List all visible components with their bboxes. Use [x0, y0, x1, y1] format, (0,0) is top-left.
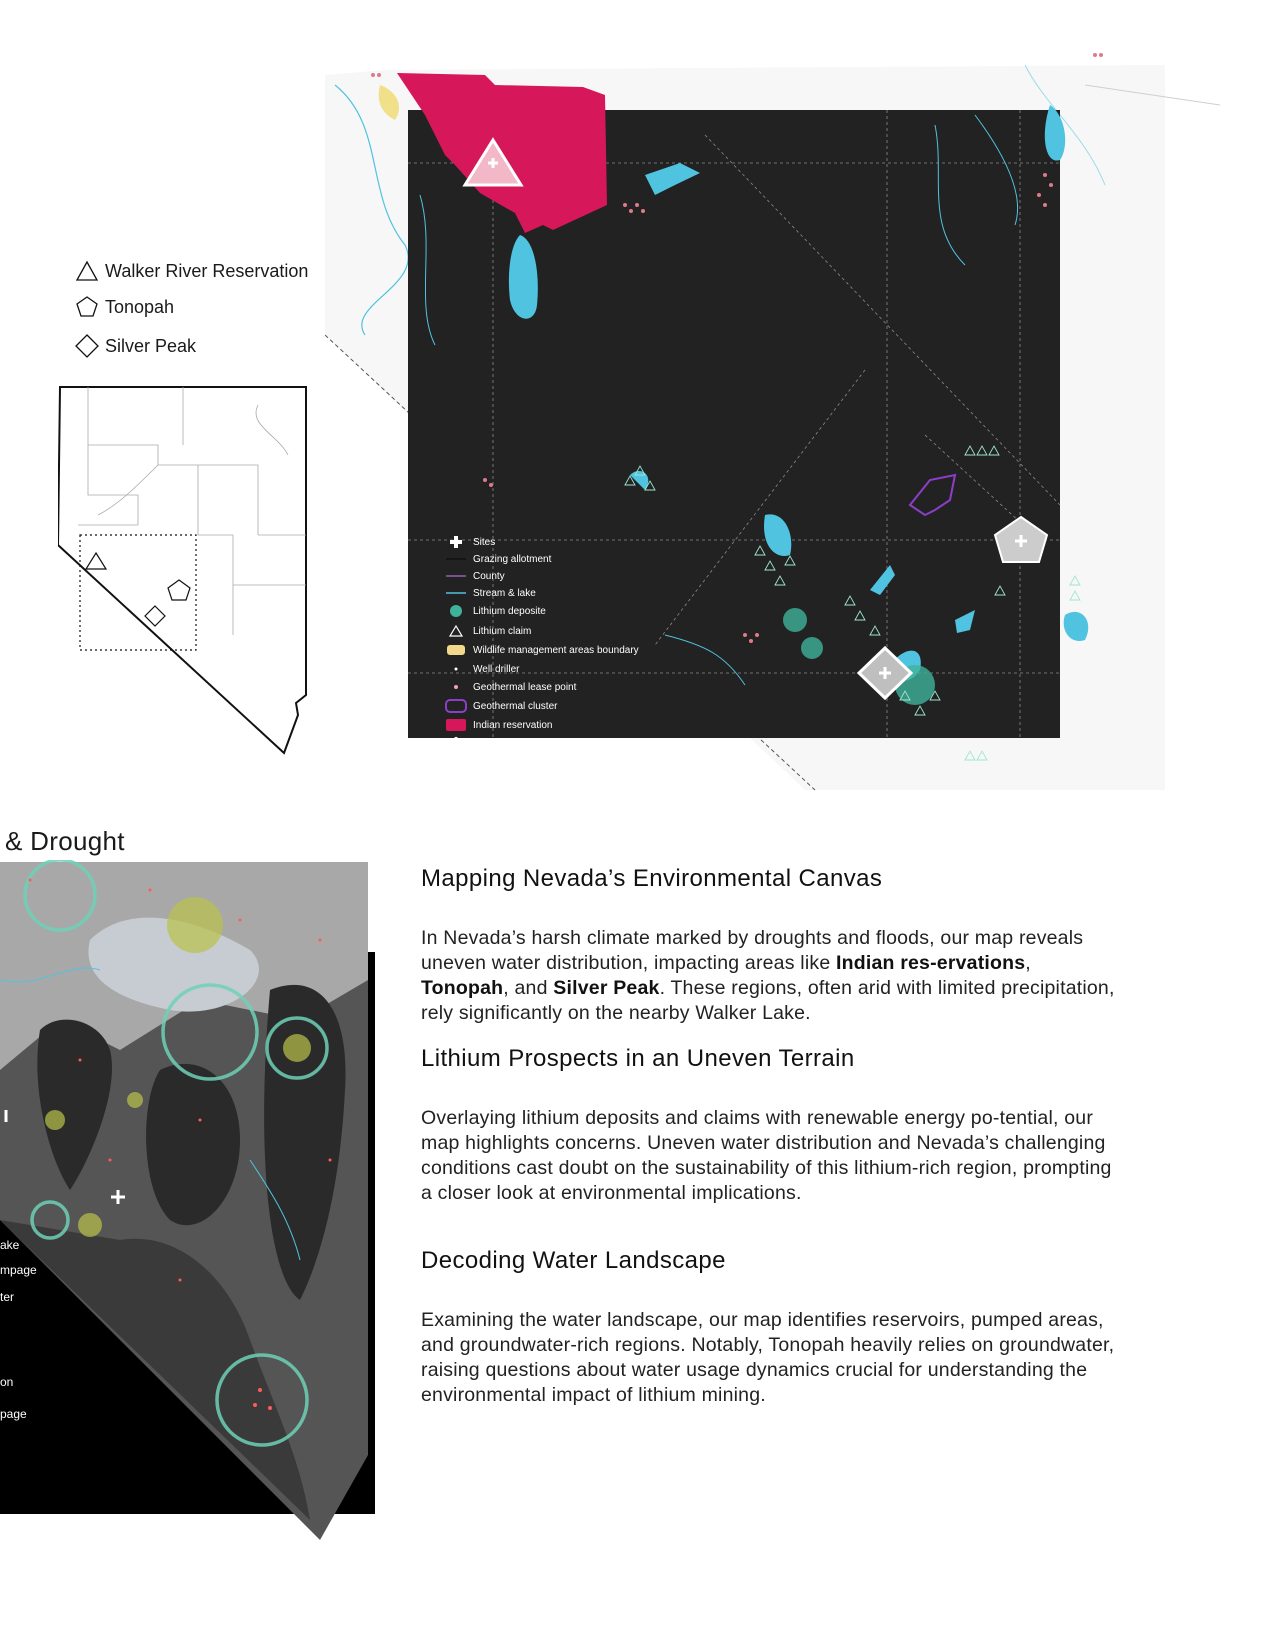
- legend-label: Stream & lake: [473, 587, 536, 599]
- triangle-outline-icon: [449, 624, 463, 638]
- legend-label: Well driller: [473, 663, 520, 675]
- nevada-inset-map: [58, 385, 323, 770]
- legend-label: Walker River Reservation: [105, 260, 309, 281]
- legend-label: Crucial habitat: [473, 737, 537, 749]
- blue-line-icon: [446, 586, 466, 600]
- hexagon-outline-icon: [449, 736, 463, 750]
- legend-fragment: ake: [0, 1238, 20, 1252]
- legend-label: Lithium claim: [473, 625, 532, 637]
- legend-item: [445, 624, 531, 638]
- section-body: Examining the water landscape, our map identifies reservoirs, pumped areas, and groundwater-rich regions. Notably, Tonopah heavily relies on groundwater, raising questions about water usage dynamics crucial for understanding the environmental impact of lithium mining.: [421, 1309, 1115, 1406]
- pentagon-icon: [75, 295, 99, 319]
- section-body: Overlaying lithium deposits and claims with renewable energy po-tential, our map highlights concerns. Uneven water distribution and Nevada’s challenging conditions cast doubt on the sustainability of this lithium-rich region, prompting a closer look at environmental implications.: [421, 1107, 1112, 1204]
- legend-fragment: page: [0, 1407, 27, 1421]
- legend-item: [445, 718, 553, 732]
- legend-label: County: [473, 570, 505, 582]
- bold-term: Silver Peak: [553, 977, 660, 999]
- drought-map: [0, 860, 375, 1540]
- legend-item: [445, 535, 495, 549]
- legend-label: Geothermal lease point: [473, 681, 577, 693]
- teal-circle-icon: [449, 604, 463, 618]
- bold-term: Tonopah: [421, 977, 504, 999]
- legend-item: [445, 586, 536, 600]
- diamond-icon: [75, 333, 99, 359]
- legend-item: [445, 699, 557, 713]
- yellow-box-icon: [446, 644, 466, 656]
- section-heading: Mapping Nevada’s Environmental Canvas: [421, 865, 883, 892]
- legend-label: Wildlife management areas boundary: [473, 644, 639, 656]
- bold-term: Indian res-ervations: [835, 952, 1026, 974]
- body-text: . These regions, often arid with limited precipitation, rely significantly on the nearby Walker Lake.: [421, 977, 1115, 1024]
- magenta-box-icon: [445, 718, 467, 732]
- legend-label: Sites: [473, 536, 496, 548]
- triangle-icon: [75, 260, 99, 282]
- legend-row-tonopah: [75, 295, 174, 319]
- legend-label: Indian reservation: [473, 719, 553, 731]
- section-body: [421, 926, 1121, 1026]
- legend-label: Lithium deposite: [473, 605, 546, 617]
- legend-label: Silver Peak: [105, 335, 197, 356]
- legend-item: [445, 736, 537, 750]
- section-heading: Decoding Water Landscape: [421, 1247, 726, 1274]
- section-title: & Drought: [5, 826, 125, 856]
- legend-item: [445, 604, 546, 618]
- purple-line-icon: [446, 569, 466, 583]
- pink-dot-icon: [449, 680, 463, 694]
- legend-fragment: ter: [0, 1290, 15, 1304]
- legend-label: Geothermal cluster: [473, 700, 558, 712]
- legend-label: Tonopah: [105, 296, 175, 317]
- legend-item: [445, 680, 576, 694]
- legend-row-walker: [75, 260, 308, 282]
- section-mapping: [421, 865, 1121, 1026]
- cross-icon: [449, 535, 463, 549]
- legend-fragment: mpage: [0, 1263, 37, 1277]
- purple-outline-box-icon: [445, 699, 467, 713]
- legend-fragment: on: [0, 1375, 14, 1389]
- body-text: , and: [503, 977, 554, 999]
- dark-line-icon: [446, 552, 466, 566]
- legend-item: [445, 643, 639, 657]
- body-text: In Nevada’s harsh climate marked by droughts and floods, our map reveals uneven water distribution, impacting areas like: [421, 927, 1084, 974]
- legend-item: [445, 569, 505, 583]
- section-water: [421, 1247, 1121, 1408]
- section-heading: Lithium Prospects in an Uneven Terrain: [421, 1045, 855, 1072]
- legend-item: [445, 662, 520, 676]
- section-lithium: [421, 1045, 1121, 1206]
- legend-row-silver-peak: [75, 333, 196, 359]
- legend-item: [445, 552, 551, 566]
- legend-label: Grazing allotment: [473, 553, 552, 565]
- small-dot-icon: [449, 662, 463, 676]
- body-text: ,: [1025, 952, 1031, 974]
